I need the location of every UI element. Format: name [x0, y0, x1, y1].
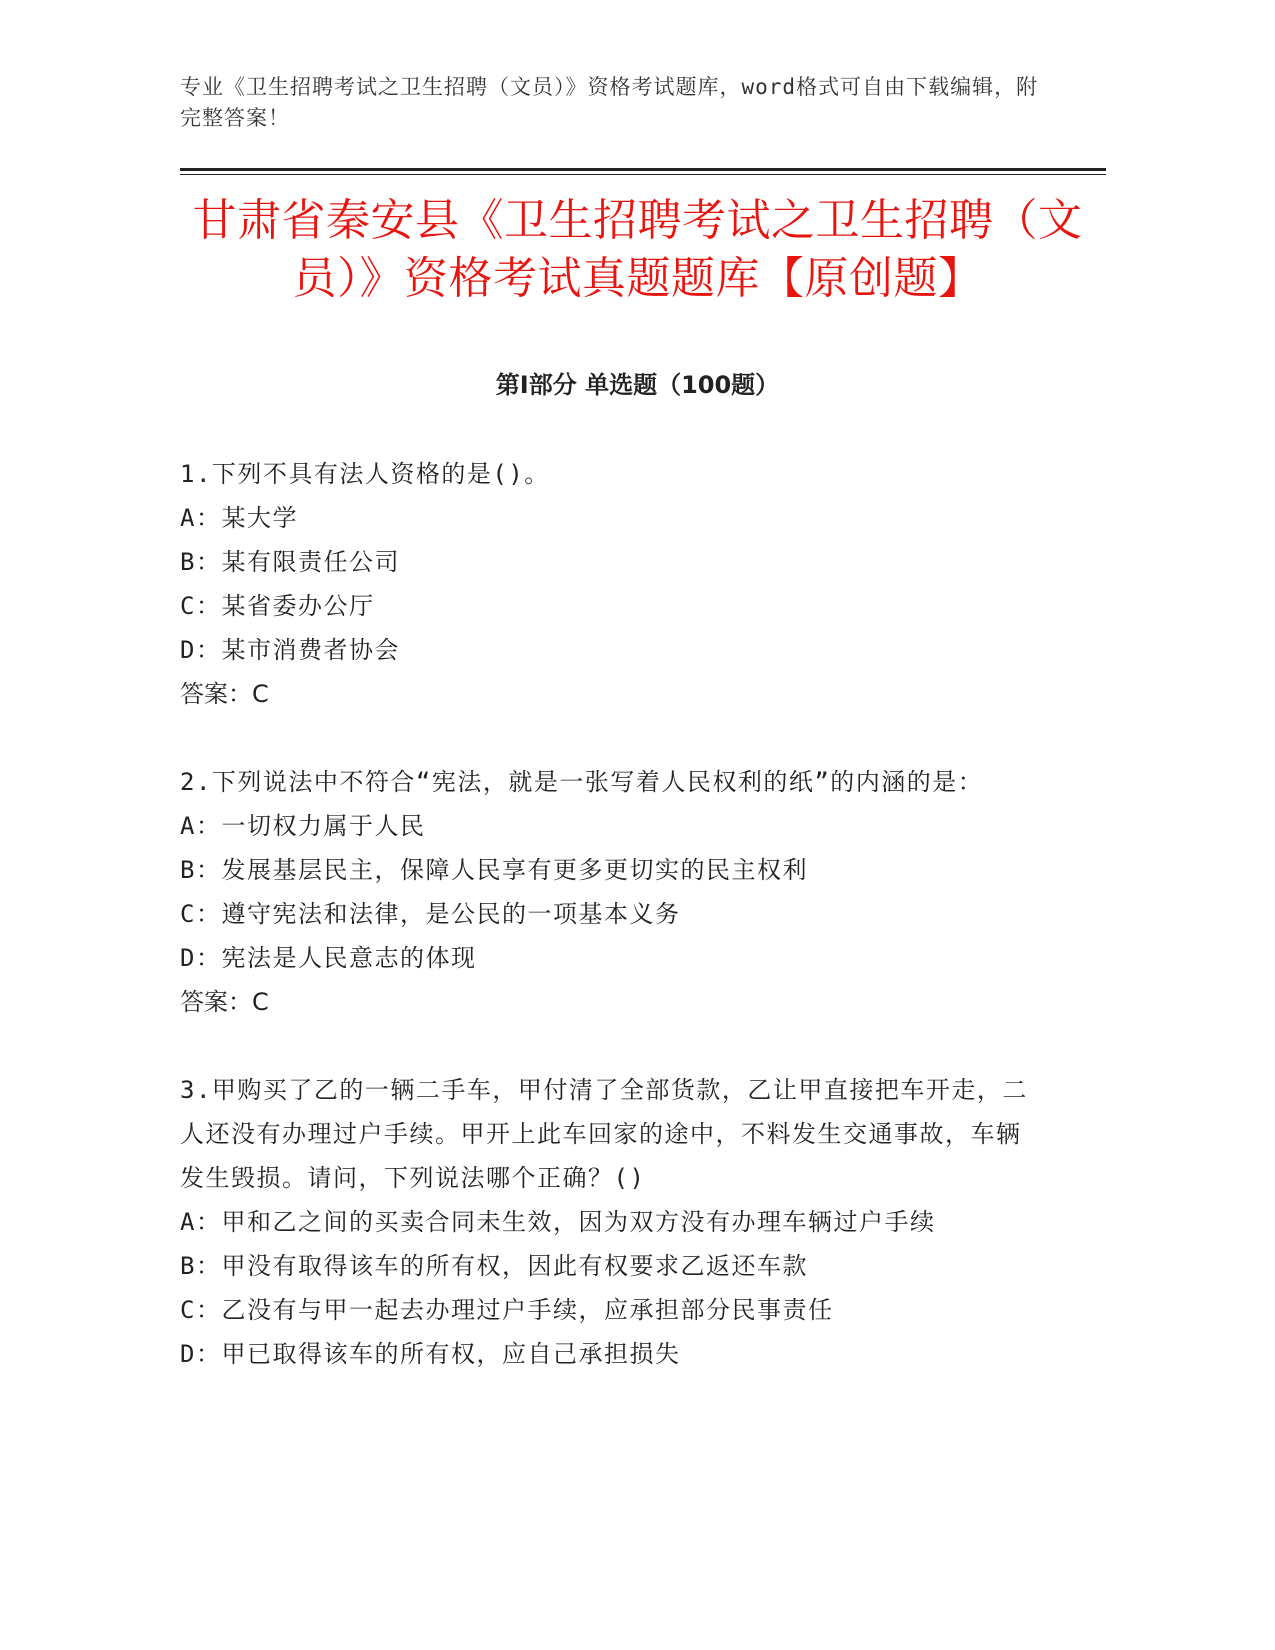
option-b: B：发展基层民主，保障人民享有更多更切实的民主权利	[180, 856, 808, 884]
document-title: 甘肃省秦安县《卫生招聘考试之卫生招聘（文员）》资格考试真题题库【原创题】	[192, 195, 1083, 304]
option-c: C：某省委办公厅	[180, 592, 375, 620]
answer: 答案：C	[180, 680, 269, 708]
option-d: D：甲已取得该车的所有权，应自己承担损失	[180, 1340, 681, 1368]
option-d: D：某市消费者协会	[180, 636, 400, 664]
option-a: A：一切权力属于人民	[180, 812, 426, 840]
option-c: C：乙没有与甲一起去办理过户手续，应承担部分民事责任	[180, 1296, 834, 1324]
header-note: 专业《卫生招聘考试之卫生招聘（文员）》资格考试题库，word格式可自由下载编辑，附完整答案！	[180, 75, 1039, 130]
question-stem: 1.下列不具有法人资格的是()。	[180, 460, 550, 488]
option-c: C：遵守宪法和法律，是公民的一项基本义务	[180, 900, 681, 928]
option-b: B：甲没有取得该车的所有权，因此有权要求乙返还车款	[180, 1252, 808, 1280]
header-divider-thin	[180, 174, 1106, 175]
answer: 答案：C	[180, 988, 269, 1016]
option-b: B：某有限责任公司	[180, 548, 400, 576]
header-divider-thick	[180, 168, 1106, 171]
question-2	[180, 760, 1030, 1024]
question-stem: 3.甲购买了乙的一辆二手车，甲付清了全部货款，乙让甲直接把车开走，二人还没有办理过户手续。甲开上此车回家的途中，不料发生交通事故，车辆发生毁损。请问，下列说法哪个正确？()	[180, 1076, 1028, 1192]
option-a: A：甲和乙之间的买卖合同未生效，因为双方没有办理车辆过户手续	[180, 1208, 936, 1236]
question-list	[180, 452, 1030, 1420]
option-a: A：某大学	[180, 504, 298, 532]
question-3	[180, 1068, 1030, 1376]
question-stem: 2.下列说法中不符合“宪法，就是一张写着人民权利的纸”的内涵的是：	[180, 768, 984, 796]
option-d: D：宪法是人民意志的体现	[180, 944, 477, 972]
question-1	[180, 452, 1030, 716]
section-title: 第Ⅰ部分 单选题（100题）	[495, 371, 780, 399]
